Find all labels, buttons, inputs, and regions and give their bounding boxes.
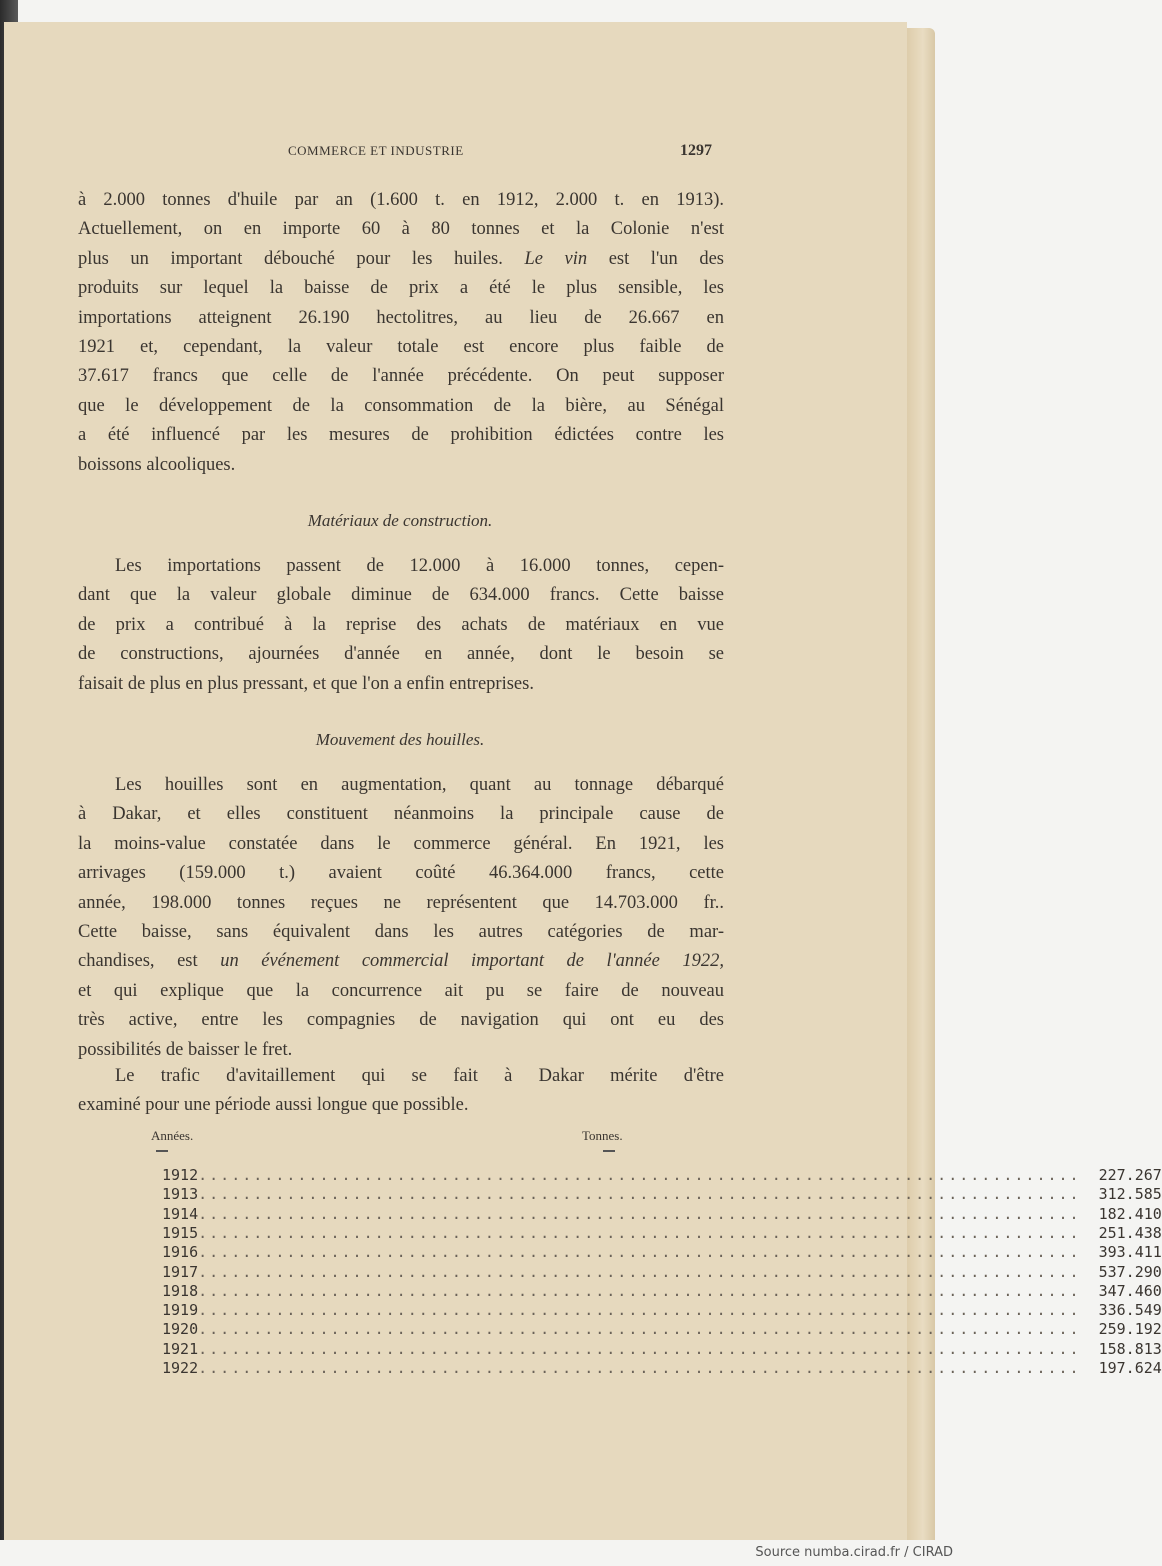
leader-dots: ................................................................................ [198,1359,1081,1377]
text-line [78,424,724,446]
tonnes-cell: 251.438 [1098,1223,1162,1242]
section-heading: Matériaux de construction. [307,511,493,530]
text-segment: examiné pour une période aussi longue que possible. [78,1095,469,1115]
leader-dots: ................................................................................ [198,1204,1081,1223]
tonnes-cell: 227.267 [1098,1166,1162,1184]
column-header-tonnes: Tonnes. [582,1128,623,1143]
text-segment: a été influencé par les mesures de prohibition édictées contre les [78,425,724,445]
leader-dots: ................................................................................ [198,1243,1081,1262]
tonnes-cell: 336.549 [1098,1301,1162,1320]
text-segment: à Dakar, et elles constituent néanmoins la principale cause de [78,804,724,824]
leader-dots: ................................................................................ [198,1262,1081,1281]
table-row [162,1185,1162,1204]
source-credit: Source numba.cirad.fr / CIRAD [755,1545,953,1560]
text-line [78,307,724,329]
italic-text: Le vin [524,249,588,269]
leader-dots: ................................................................................ [198,1339,1081,1358]
text-line [115,1065,724,1087]
table-row [162,1301,1162,1320]
running-title: COMMERCE ET INDUSTRIE [288,143,464,158]
text-line [78,584,724,606]
text-segment: chandises, est [78,951,198,971]
tonnes-cell: 182.410 [1098,1204,1162,1223]
text-line [78,892,724,914]
text-segment: importations atteignent 26.190 hectolitres, au lieu de 26.667 en [78,308,724,328]
page-number: 1297 [680,142,712,159]
text-line [78,862,724,884]
table-row [162,1204,1162,1224]
text-segment: 1921 et, cependant, la valeur totale est encore plus faible de [78,337,724,357]
text-line [78,980,724,1002]
leader-dots: ................................................................................ [198,1320,1081,1339]
text-segment: faisait de plus en plus pressant, et que l'on a enfin entreprises. [78,674,534,694]
year-cell: 1920 [162,1320,199,1339]
text-segment: Actuellement, on en importe 60 à 80 tonnes et la Colonie n'est [78,219,724,239]
text-segment: à 2.000 tonnes d'huile par an (1.600 t. en 1912, 2.000 t. en 1913). [78,190,724,210]
text-segment: possibilités de baisser le fret. [78,1040,293,1060]
text-segment: dant que la valeur globale diminue de 634.000 francs. Cette baisse [78,585,724,605]
text-segment: est l'un des [608,249,725,269]
text-line [78,248,724,270]
text-line [78,277,724,299]
table-row [162,1320,1162,1339]
year-cell: 1913 [162,1185,199,1204]
year-cell: 1922 [162,1359,199,1377]
tonnes-cell: 393.411 [1098,1243,1162,1262]
tonnes-cell: 158.813 [1098,1339,1162,1358]
year-cell: 1918 [162,1281,199,1300]
text-line [78,803,724,825]
text-line [78,833,724,855]
text-line [78,1039,724,1061]
text-segment: année, 198.000 tonnes reçues ne représentent que 14.703.000 fr.. [78,893,724,913]
text-segment: Cette baisse, sans équivalent dans les autres catégories de mar- [78,922,724,942]
text-line [78,365,724,387]
text-segment: plus un important débouché pour les huiles. [78,249,503,269]
text-segment: Le trafic d'avitaillement qui se fait à Dakar mérite d'être [115,1066,724,1086]
year-cell: 1914 [162,1204,199,1223]
text-segment: très active, entre les compagnies de navigation qui ont eu des [78,1010,724,1030]
tonnes-cell: 312.585 [1098,1185,1162,1204]
tonnes-cell: 537.290 [1098,1262,1162,1281]
year-cell: 1921 [162,1339,199,1358]
text-segment: boissons alcooliques. [78,455,236,475]
year-cell: 1916 [162,1243,199,1262]
text-segment: 37.617 francs que celle de l'année précédente. On peut supposer [78,366,724,386]
text-segment: Les houilles sont en augmentation, quant au tonnage débarqué [115,775,724,795]
section-heading: Mouvement des houilles. [315,730,485,749]
year-cell: 1919 [162,1301,199,1320]
year-cell: 1912 [162,1166,199,1184]
table-row [162,1262,1162,1282]
year-cell: 1915 [162,1223,199,1242]
leader-dots: ................................................................................ [198,1301,1081,1320]
text-line [78,1094,724,1116]
text-segment: que le développement de la consommation de la bière, au Sénégal [78,396,724,416]
text-segment: Les importations passent de 12.000 à 16.000 tonnes, cepen- [115,556,724,576]
text-line [78,643,724,665]
table-row [162,1223,1162,1243]
leader-dots: ................................................................................ [198,1223,1081,1242]
tonnes-cell: 347.460 [1098,1281,1162,1300]
italic-text: un événement commercial important de l'année 1922, [220,951,724,971]
text-line [78,454,724,476]
table-row [162,1166,1162,1185]
year-cell: 1917 [162,1262,199,1281]
tonnes-cell: 259.192 [1098,1320,1162,1339]
text-line [78,395,724,417]
text-segment: de constructions, ajournées d'année en année, dont le besoin se [78,644,724,664]
text-line [78,218,724,240]
text-line [78,614,724,636]
header-dash [603,1150,615,1152]
text-segment: arrivages (159.000 t.) avaient coûté 46.364.000 francs, cette [78,863,724,883]
text-segment: la moins-value constatée dans le commerce général. En 1921, les [78,834,724,854]
table-row [162,1281,1162,1301]
table-row [162,1243,1162,1262]
text-line [115,555,724,577]
leader-dots: ................................................................................ [198,1281,1081,1300]
text-line [78,336,724,358]
tonnes-cell: 197.624 [1098,1359,1162,1377]
text-line [78,189,724,211]
table-row [162,1359,1162,1378]
header-dash [156,1150,168,1152]
text-line [78,921,724,943]
table-row [162,1339,1162,1359]
leader-dots: ................................................................................ [198,1166,1081,1184]
text-line [78,950,724,972]
text-segment: de prix a contribué à la reprise des achats de matériaux en vue [78,615,724,635]
column-header-years: Années. [151,1128,194,1143]
text-line [115,774,724,796]
leader-dots: ................................................................................ [198,1185,1081,1204]
text-segment: et qui explique que la concurrence ait pu se faire de nouveau [78,981,724,1001]
text-line [78,1009,724,1031]
text-line [78,673,724,695]
text-segment: produits sur lequel la baisse de prix a été le plus sensible, les [78,278,724,298]
